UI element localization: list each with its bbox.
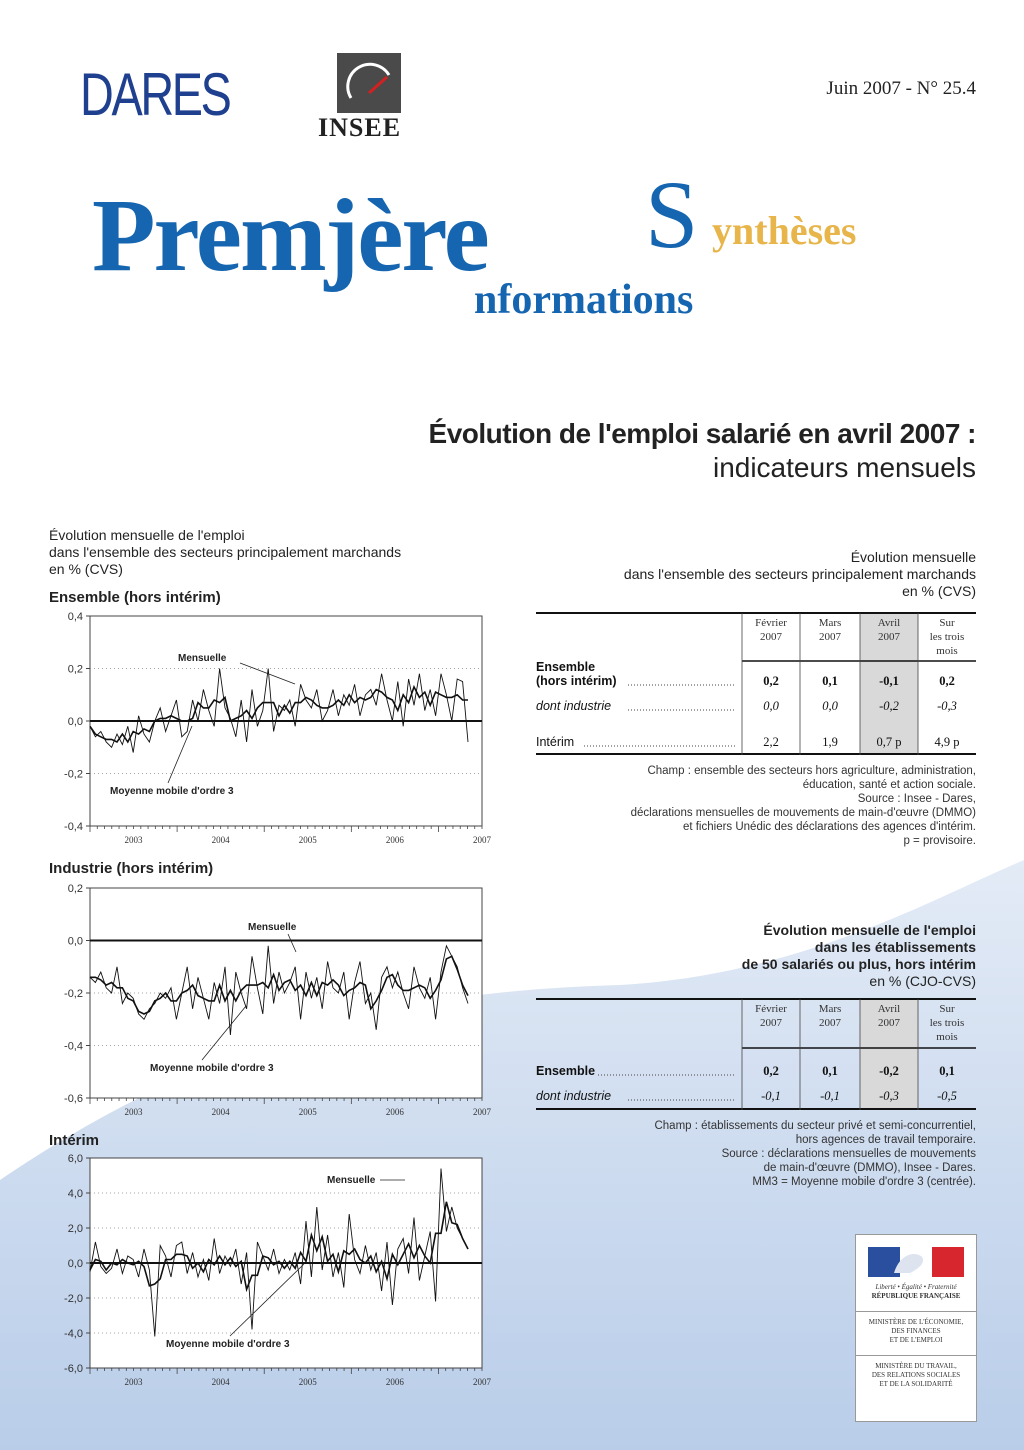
ministry1-line: ET DE L'EMPLOI	[889, 1336, 943, 1344]
column-header: 2007	[878, 1017, 900, 1029]
column-header: Sur	[939, 1003, 955, 1015]
x-tick-label: 2007	[473, 835, 491, 845]
column-header: mois	[936, 645, 958, 657]
row-label: Intérim	[536, 735, 575, 749]
x-tick-label: 2004	[211, 1377, 230, 1387]
table2-note: MM3 = Moyenne mobile d'ordre 3 (centrée).	[752, 1176, 976, 1188]
insee-logo: INSEE	[318, 113, 402, 142]
table2-title-line1: Évolution mensuelle de l'emploi	[763, 922, 976, 938]
table-cell: 1,9	[822, 735, 838, 749]
rf-motto: Liberté • Égalité • Fraternité	[875, 1283, 957, 1291]
column-header: 2007	[819, 631, 841, 643]
column-header: Mars	[818, 1003, 842, 1015]
x-tick-label: 2005	[298, 1107, 317, 1117]
column-header: 2007	[760, 631, 782, 643]
x-tick-label: 2005	[298, 835, 317, 845]
x-tick-label: 2003	[124, 1107, 143, 1117]
headline-title: Évolution de l'emploi salarié en avril 2007 :	[428, 418, 976, 449]
table1-notes	[631, 764, 976, 848]
charts-unit: en % (CVS)	[49, 561, 123, 577]
masthead	[0, 0, 1024, 360]
charts-title-line2: dans l'ensemble des secteurs principalement marchands	[49, 544, 402, 560]
x-tick-label: 2003	[124, 835, 143, 845]
x-tick-label: 2007	[473, 1107, 491, 1117]
table-cell: -0,5	[937, 1089, 957, 1103]
ministry2-line: ET DE LA SOLIDARITÉ	[879, 1380, 953, 1388]
column-header: 2007	[819, 1017, 841, 1029]
column-header: Février	[755, 617, 787, 629]
table2-notes	[654, 1119, 976, 1189]
chart2-title: Industrie (hors intérim)	[49, 860, 214, 877]
y-tick-label: 0,0	[67, 716, 83, 728]
ministry2-line: DES RELATIONS SOCIALES	[871, 1371, 961, 1379]
masthead-informations: nformations	[474, 277, 694, 323]
y-tick-label: -0,2	[64, 768, 83, 781]
table1-title	[624, 549, 976, 600]
table1-note: Source : Insee - Dares,	[857, 793, 976, 805]
chart1-title: Ensemble (hors intérim)	[49, 589, 221, 606]
headline	[429, 418, 976, 484]
x-tick-label: 2004	[211, 1107, 230, 1117]
x-tick-label: 2005	[298, 1377, 317, 1387]
ministry2-line: MINISTÈRE DU TRAVAIL,	[875, 1362, 957, 1370]
column-header: Avril	[877, 617, 901, 629]
y-tick-label: 2,0	[67, 1223, 83, 1235]
charts-block-title	[49, 527, 401, 578]
y-tick-label: 0,2	[67, 883, 83, 895]
table1-note: Champ : ensemble des secteurs hors agriculture, administration,	[647, 765, 976, 777]
y-tick-label: 0,0	[67, 935, 83, 948]
table-cell: -0,3	[937, 699, 957, 713]
x-tick-label: 2006	[385, 1377, 404, 1387]
table1-note: p = provisoire.	[903, 835, 976, 847]
table2-note: de main-d'œuvre (DMMO), Insee - Dares.	[763, 1162, 976, 1174]
table1-title-line2: dans l'ensemble des secteurs principalement marchands	[623, 566, 976, 582]
table-cell: -0,3	[879, 1089, 899, 1103]
column-header: Sur	[939, 617, 955, 629]
row-label: dont industrie	[536, 699, 612, 713]
masthead-premiere: Premjère	[92, 178, 488, 293]
x-tick-label: 2004	[211, 835, 230, 845]
table-cell: 2,2	[763, 735, 779, 749]
x-tick-label: 2006	[385, 1107, 404, 1117]
masthead-s: S	[645, 161, 699, 268]
column-header: Avril	[877, 1003, 901, 1015]
table-cell: 0,2	[763, 674, 779, 688]
table2-note: Champ : établissements du secteur privé et semi-concurrentiel,	[654, 1120, 976, 1132]
x-tick-label: 2007	[473, 1377, 491, 1387]
chart-industrie	[40, 880, 500, 1125]
y-tick-label: 0,0	[67, 1258, 83, 1270]
table1-note: et fichiers Unédic des déclarations des agences d'intérim.	[682, 821, 976, 833]
dares-logo: DARES	[80, 61, 230, 128]
table-cell: -0,1	[879, 674, 899, 688]
table2-title-line3: de 50 salariés ou plus, hors intérim	[741, 956, 976, 972]
charts-title-line1: Évolution mensuelle de l'emploi	[49, 527, 245, 543]
column-header: Mars	[818, 617, 842, 629]
table-cell: 0,2	[939, 674, 955, 688]
ministry1-line: DES FINANCES	[891, 1327, 941, 1335]
y-tick-label: -0,4	[64, 821, 83, 833]
annotation-label: Mensuelle	[327, 1175, 376, 1186]
table-cell: 0,1	[822, 1064, 838, 1078]
table2-unit: en % (CJO-CVS)	[869, 973, 976, 989]
table1-note: éducation, santé et action sociale.	[802, 779, 976, 791]
republique-francaise-logo	[855, 1234, 977, 1422]
x-tick-label: 2003	[124, 1377, 143, 1387]
column-header: mois	[936, 1031, 958, 1043]
annotation-label: Moyenne mobile d'ordre 3	[166, 1339, 290, 1350]
y-tick-label: 0,2	[67, 663, 83, 676]
annotation-label: Moyenne mobile d'ordre 3	[150, 1063, 274, 1074]
y-tick-label: -4,0	[64, 1328, 83, 1340]
row-label: Ensemble	[536, 1064, 596, 1078]
table-cell: 0,1	[939, 1064, 955, 1078]
chart3-title: Intérim	[49, 1132, 100, 1149]
y-tick-label: -6,0	[64, 1363, 83, 1375]
y-tick-label: -0,2	[64, 988, 83, 1000]
table-cell: 0,1	[822, 674, 838, 688]
y-tick-label: -0,4	[64, 1040, 83, 1053]
table-cell: -0,2	[879, 1064, 899, 1078]
table2-note: hors agences de travail temporaire.	[795, 1134, 976, 1146]
table-cell: 0,0	[822, 699, 838, 713]
column-header: 2007	[878, 631, 900, 643]
table1-unit: en % (CVS)	[902, 583, 976, 599]
table-cell: -0,2	[879, 699, 899, 713]
marianne-flag-icon	[856, 1243, 976, 1283]
x-tick-label: 2006	[385, 835, 404, 845]
row-label: dont industrie	[536, 1089, 612, 1103]
rf-name: RÉPUBLIQUE FRANÇAISE	[871, 1292, 961, 1300]
ministry1-line: MINISTÈRE DE L'ÉCONOMIE,	[868, 1318, 964, 1326]
table1-title-line1: Évolution mensuelle	[850, 549, 976, 565]
table2-title-line2: dans les établissements	[814, 939, 976, 955]
headline-subtitle: indicateurs mensuels	[712, 452, 976, 483]
column-header: Février	[755, 1003, 787, 1015]
table2-note: Source : déclarations mensuelles de mouvements	[721, 1148, 976, 1160]
table2-title	[742, 922, 976, 990]
table1-note: déclarations mensuelles de mouvements de main-d'œuvre (DMMO)	[630, 807, 976, 819]
chart-ensemble	[40, 608, 500, 853]
y-tick-label: 4,0	[67, 1188, 83, 1200]
table-cell: -0,1	[820, 1089, 840, 1103]
column-header: les trois	[929, 631, 965, 643]
annotation-label: Moyenne mobile d'ordre 3	[110, 786, 234, 797]
masthead-syntheses: ynthèses	[712, 208, 857, 253]
row-label: (hors intérim)	[536, 674, 617, 688]
y-tick-label: 0,4	[67, 611, 83, 623]
row-label: Ensemble	[536, 660, 596, 674]
y-tick-label: -0,6	[64, 1093, 83, 1105]
table1	[536, 612, 976, 757]
issue-date: Juin 2007 - N° 25.4	[826, 78, 976, 99]
column-header: 2007	[760, 1017, 782, 1029]
table2	[536, 998, 976, 1113]
table-cell: -0,1	[761, 1089, 781, 1103]
table-cell: 4,9 p	[934, 735, 960, 749]
column-header: les trois	[929, 1017, 965, 1029]
y-tick-label: -2,0	[64, 1293, 83, 1305]
table-cell: 0,2	[763, 1064, 779, 1078]
annotation-label: Mensuelle	[248, 922, 297, 933]
annotation-label: Mensuelle	[178, 653, 227, 664]
table-cell: 0,0	[763, 699, 779, 713]
table-cell: 0,7 p	[876, 735, 902, 749]
chart-interim	[40, 1150, 500, 1395]
y-tick-label: 6,0	[67, 1153, 83, 1165]
